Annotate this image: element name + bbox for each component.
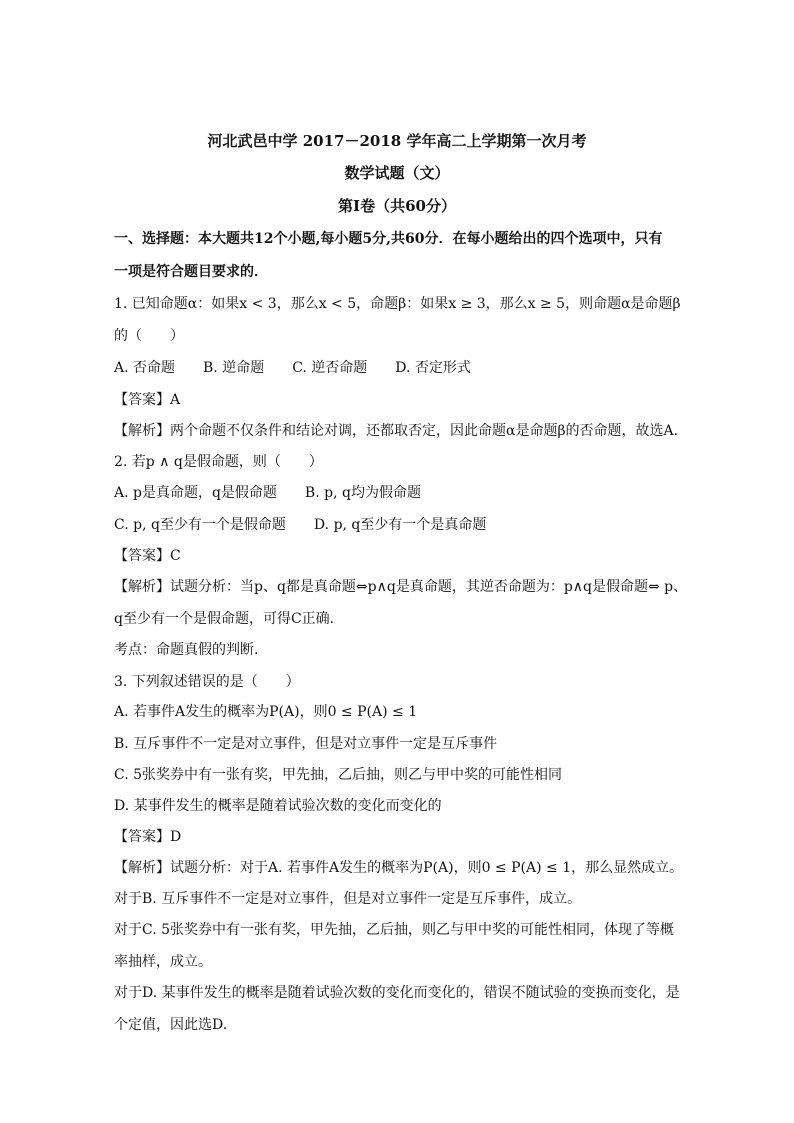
text-line: 一、选择题：本大题共12个小题,每小题5分,共60分．在每小题给出的四个选项中，只有 bbox=[114, 231, 663, 247]
text-line: 3. 下列叙述错误的是（ ） bbox=[114, 674, 300, 690]
text-line: 一项是符合题目要求的． bbox=[114, 264, 268, 280]
text-line: 2. 若p ∧ q是假命题，则（ ） bbox=[114, 454, 323, 470]
exam-title: 河北武邑中学 2017－2018 学年高二上学期第一次月考 bbox=[207, 132, 587, 150]
text-line: 【解析】试题分析：对于A. 若事件A发生的概率为P(A)，则0 ≤ P(A) ≤ 1，那么显然成立。 bbox=[114, 860, 684, 876]
exam-subtitle: 数学试题（文） bbox=[344, 164, 450, 182]
text-line: D. 某事件发生的概率是随着试验次数的变化而变化的 bbox=[114, 798, 442, 814]
text-line: 1. 已知命题α：如果x < 3，那么x < 5，命题β：如果x ≥ 3，那么x ≥ 5，则命题α是命题β bbox=[114, 296, 681, 312]
text-line: 个定值，因此选D. bbox=[114, 1017, 228, 1033]
text-line: q至少有一个是假命题，可得C正确. bbox=[114, 611, 335, 627]
text-line: B. 互斥事件不一定是对立事件，但是对立事件一定是互斥事件 bbox=[114, 736, 498, 752]
text-line: 【答案】D bbox=[114, 829, 182, 845]
text-line: A. 若事件A发生的概率为P(A)，则0 ≤ P(A) ≤ 1 bbox=[114, 704, 418, 720]
text-line: 对于C. 5张奖券中有一张有奖，甲先抽，乙后抽，则乙与甲中奖的可能性相同，体现了等概 bbox=[114, 922, 675, 938]
text-line: 率抽样，成立。 bbox=[114, 954, 212, 970]
text-line: 对于D. 某事件发生的概率是随着试验次数的变化而变化的，错误不随试验的变换而变化，是 bbox=[114, 985, 680, 1001]
section-heading: 第Ⅰ卷（共60分） bbox=[338, 197, 456, 215]
text-line: C. 5张奖券中有一张有奖，甲先抽，乙后抽，则乙与甲中奖的可能性相同 bbox=[114, 767, 563, 783]
text-line: 【解析】试题分析：当p、q都是真命题⇔p∧q是真命题，其逆否命题为：p∧q是假命题⇔ p、 bbox=[114, 579, 688, 595]
text-line: 考点：命题真假的判断. bbox=[114, 642, 259, 658]
text-line: 【解析】两个命题不仅条件和结论对调，还都取否定，因此命题α是命题β的否命题，故选A. bbox=[114, 423, 679, 439]
text-line: A. 否命题 B. 逆命题 C. 逆否命题 D. 否定形式 bbox=[114, 360, 471, 376]
text-line: 的（ ） bbox=[114, 328, 184, 344]
text-line: C. p, q至少有一个是假命题 D. p, q至少有一个是真命题 bbox=[114, 517, 487, 533]
text-line: 【答案】A bbox=[114, 392, 181, 408]
text-line: 【答案】C bbox=[114, 548, 181, 564]
text-line: 对于B. 互斥事件不一定是对立事件，但是对立事件一定是互斥事件，成立。 bbox=[114, 891, 582, 907]
text-line: A. p是真命题，q是假命题 B. p, q均为假命题 bbox=[114, 485, 421, 501]
